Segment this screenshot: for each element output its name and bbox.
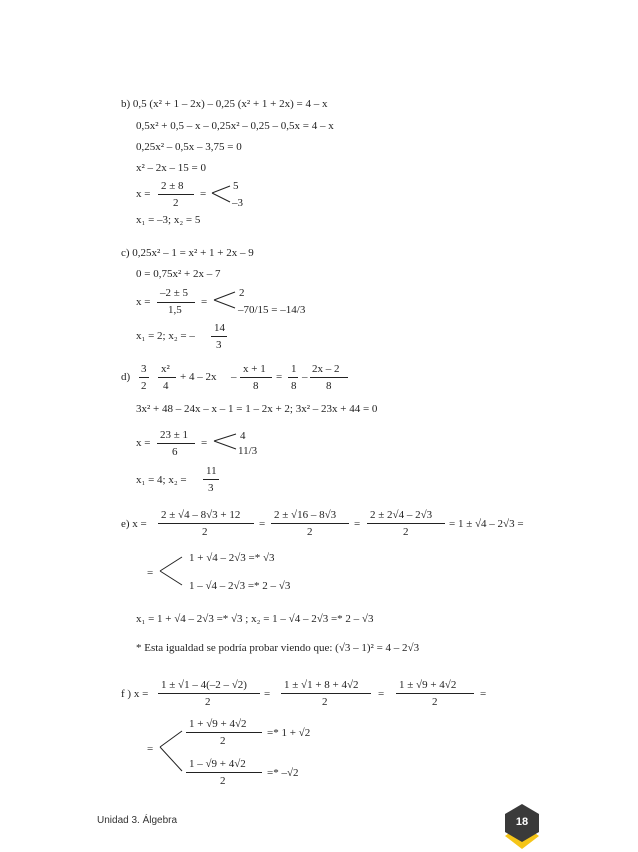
page-badge <box>503 804 541 850</box>
e-t3-den: 2 <box>403 526 409 538</box>
e-note: * Esta igualdad se podría probar viendo que: (√3 – 1)² = 4 – 2√3 <box>136 642 420 654</box>
c-solutions: x₁ = 2; x₂ = – <box>136 330 195 342</box>
b-line-1: b) 0,5 (x² + 1 – 2x) – 0,25 (x² + 1 + 2x) = 4 – x <box>121 98 328 110</box>
c-branch-lines <box>214 292 235 308</box>
b-line-3: 0,25x² – 0,5x – 3,75 = 0 <box>136 141 242 153</box>
c-line-1: c) 0,25x² – 1 = x² + 1 + 2x – 9 <box>121 247 254 259</box>
d-f2-num: x² <box>161 363 170 375</box>
page-number: 18 <box>515 816 529 828</box>
f-equals-2: = <box>378 688 385 700</box>
e-t2-num: 2 ± √16 – 8√3 <box>274 509 337 521</box>
d-f3-den: 8 <box>253 380 259 392</box>
d-f2-den: 4 <box>163 380 169 392</box>
c-root-1: 2 <box>239 287 245 299</box>
b-equals: = <box>200 188 207 200</box>
d-label: d) <box>121 371 131 383</box>
d-f3-num: x + 1 <box>243 363 266 375</box>
f-t2-num: 1 ± √1 + 8 + 4√2 <box>284 679 359 691</box>
d-sol-denominator: 3 <box>208 482 214 494</box>
f-branch-equals: = <box>147 743 154 755</box>
d-equals: = <box>276 371 283 383</box>
e-t2-den: 2 <box>307 526 313 538</box>
footer-unit-title: Unidad 3. Álgebra <box>97 815 178 826</box>
c-x-equals: x = <box>136 296 151 308</box>
d-line-2: 3x² + 48 – 24x – x – 1 = 1 – 2x + 2; 3x² – 23x + 44 = 0 <box>136 403 378 415</box>
c-sol-denominator: 3 <box>216 339 222 351</box>
f-branch-lines <box>160 731 182 771</box>
f-t1-den: 2 <box>205 696 211 708</box>
c-numerator: –2 ± 5 <box>160 287 189 299</box>
e-equals-2: = <box>354 518 361 530</box>
c-line-2: 0 = 0,75x² + 2x – 7 <box>136 268 221 280</box>
f-equals-3: = <box>480 688 487 700</box>
d-f5-den: 8 <box>326 380 332 392</box>
b-line-4: x² – 2x – 15 = 0 <box>136 162 207 174</box>
d-sol-numerator: 11 <box>206 465 217 477</box>
e-term-4: = 1 ± √4 – 2√3 = <box>449 518 524 530</box>
b-root-1: 5 <box>233 180 239 192</box>
f-b2-num: 1 – √9 + 4√2 <box>189 758 246 770</box>
c-sol-numerator: 14 <box>214 322 225 334</box>
d-f1-den: 2 <box>141 380 147 392</box>
f-b1-den: 2 <box>220 735 226 747</box>
d-minus-2: – <box>302 371 308 383</box>
e-t1-num: 2 ± √4 – 8√3 + 12 <box>161 509 241 521</box>
e-t3-num: 2 ± 2√4 – 2√3 <box>370 509 433 521</box>
d-root-1: 4 <box>240 430 246 442</box>
c-root-2: –70/15 = –14/3 <box>238 304 306 316</box>
f-t1-num: 1 ± √1 – 4(–2 – √2) <box>161 679 247 691</box>
d-equals-2: = <box>201 437 208 449</box>
f-b2-result: =* –√2 <box>267 767 299 779</box>
b-solutions: x₁ = –3; x₂ = 5 <box>136 214 201 226</box>
f-b1-result: =* 1 + √2 <box>267 727 311 739</box>
d-x-equals: x = <box>136 437 151 449</box>
d-root-2: 11/3 <box>238 445 258 457</box>
f-t3-den: 2 <box>432 696 438 708</box>
e-t1-den: 2 <box>202 526 208 538</box>
d-f1-num: 3 <box>141 363 147 375</box>
b-branch-lines <box>212 186 230 202</box>
d-inner-terms: + 4 – 2x <box>180 371 217 383</box>
f-label: f ) x = <box>121 688 149 700</box>
f-b1-num: 1 + √9 + 4√2 <box>189 718 247 730</box>
f-b2-den: 2 <box>220 775 226 787</box>
f-t3-num: 1 ± √9 + 4√2 <box>399 679 457 691</box>
e-branch-equals: = <box>147 567 154 579</box>
d-numerator: 23 ± 1 <box>160 429 189 441</box>
d-f4-den: 8 <box>291 380 297 392</box>
e-branch-1: 1 + √4 – 2√3 =* √3 <box>189 552 275 564</box>
d-f4-num: 1 <box>291 363 297 375</box>
d-minus-1: – <box>231 371 237 383</box>
b-x-equals: x = <box>136 188 151 200</box>
e-equals-1: = <box>259 518 266 530</box>
d-f5-num: 2x – 2 <box>312 363 340 375</box>
b-line-2: 0,5x² + 0,5 – x – 0,25x² – 0,25 – 0,5x = 4 – x <box>136 120 334 132</box>
c-denominator: 1,5 <box>168 304 182 316</box>
f-t2-den: 2 <box>322 696 328 708</box>
d-branch-lines <box>214 434 236 449</box>
d-solutions: x₁ = 4; x₂ = <box>136 474 187 486</box>
b-numerator: 2 ± 8 <box>161 180 184 192</box>
d-denominator: 6 <box>172 446 178 458</box>
f-equals-1: = <box>264 688 271 700</box>
e-solutions: x₁ = 1 + √4 – 2√3 =* √3 ; x₂ = 1 – √4 – 2√3 =* 2 – √3 <box>136 613 374 625</box>
e-branch-lines <box>160 557 182 585</box>
b-denominator: 2 <box>173 197 179 209</box>
e-branch-2: 1 – √4 – 2√3 =* 2 – √3 <box>189 580 291 592</box>
c-equals: = <box>201 296 208 308</box>
b-root-2: –3 <box>232 197 243 209</box>
e-label: e) x = <box>121 518 147 530</box>
